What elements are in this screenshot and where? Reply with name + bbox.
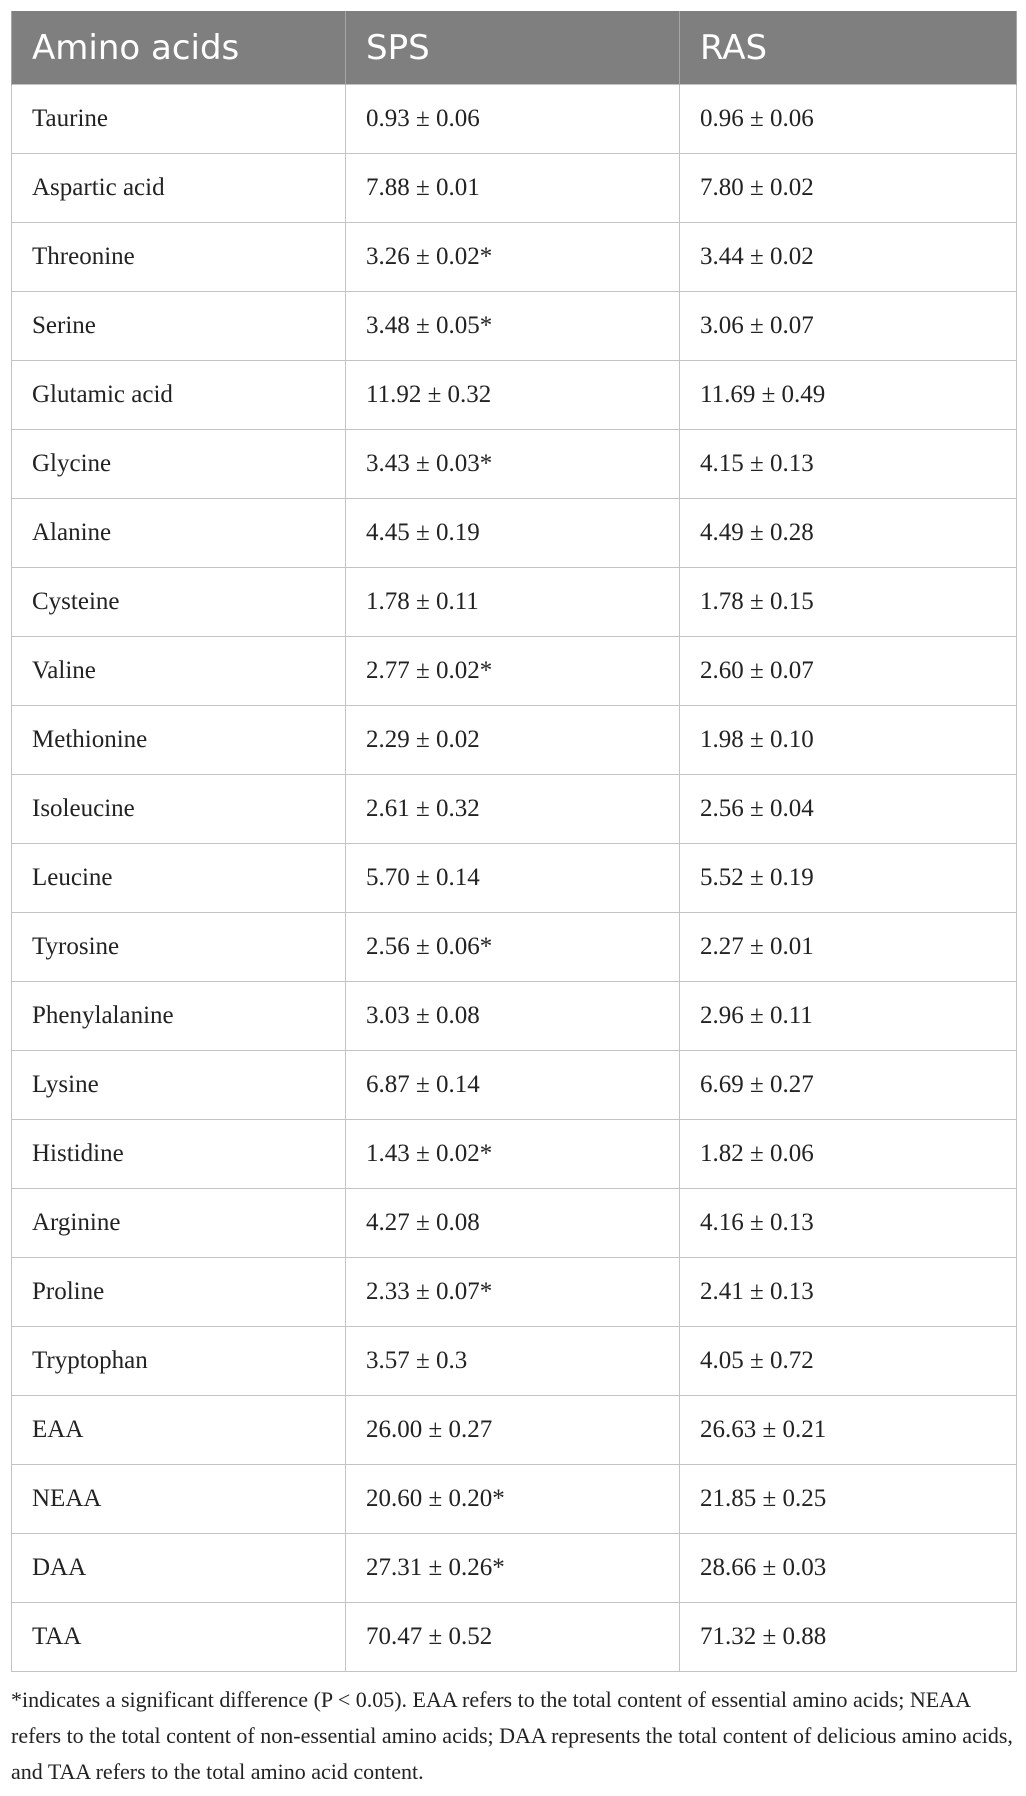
- cell-sps: 3.48 ± 0.05*: [346, 292, 680, 361]
- table-row: [12, 844, 1017, 913]
- cell-amino-acid: TAA: [12, 1603, 346, 1672]
- amino-acid-table: [11, 11, 1017, 1672]
- cell-ras: 4.15 ± 0.13: [680, 430, 1017, 499]
- cell-ras: 2.96 ± 0.11: [680, 982, 1017, 1051]
- cell-amino-acid: Methionine: [12, 706, 346, 775]
- cell-sps: 2.29 ± 0.02: [346, 706, 680, 775]
- table-row: [12, 361, 1017, 430]
- table-row: [12, 1603, 1017, 1672]
- cell-sps: 0.93 ± 0.06: [346, 85, 680, 154]
- cell-ras: 3.06 ± 0.07: [680, 292, 1017, 361]
- cell-amino-acid: Serine: [12, 292, 346, 361]
- cell-sps: 3.03 ± 0.08: [346, 982, 680, 1051]
- table-row: [12, 1327, 1017, 1396]
- cell-sps: 27.31 ± 0.26*: [346, 1534, 680, 1603]
- table-row: [12, 706, 1017, 775]
- cell-sps: 3.26 ± 0.02*: [346, 223, 680, 292]
- cell-amino-acid: Glutamic acid: [12, 361, 346, 430]
- cell-ras: 11.69 ± 0.49: [680, 361, 1017, 430]
- cell-ras: 5.52 ± 0.19: [680, 844, 1017, 913]
- cell-sps: 70.47 ± 0.52: [346, 1603, 680, 1672]
- header-row: [12, 11, 1017, 85]
- cell-ras: 1.98 ± 0.10: [680, 706, 1017, 775]
- table-row: [12, 1396, 1017, 1465]
- cell-amino-acid: Lysine: [12, 1051, 346, 1120]
- table-row: [12, 1051, 1017, 1120]
- cell-amino-acid: Glycine: [12, 430, 346, 499]
- table-row: [12, 223, 1017, 292]
- cell-ras: 2.60 ± 0.07: [680, 637, 1017, 706]
- table-row: [12, 568, 1017, 637]
- cell-amino-acid: Alanine: [12, 499, 346, 568]
- table-row: [12, 1534, 1017, 1603]
- cell-sps: 11.92 ± 0.32: [346, 361, 680, 430]
- cell-sps: 20.60 ± 0.20*: [346, 1465, 680, 1534]
- header-sps: SPS: [346, 11, 680, 85]
- cell-sps: 4.45 ± 0.19: [346, 499, 680, 568]
- table-row: [12, 85, 1017, 154]
- cell-sps: 2.77 ± 0.02*: [346, 637, 680, 706]
- cell-sps: 26.00 ± 0.27: [346, 1396, 680, 1465]
- cell-ras: 6.69 ± 0.27: [680, 1051, 1017, 1120]
- cell-amino-acid: EAA: [12, 1396, 346, 1465]
- table-body: [12, 85, 1017, 1672]
- cell-sps: 2.56 ± 0.06*: [346, 913, 680, 982]
- cell-ras: 1.82 ± 0.06: [680, 1120, 1017, 1189]
- cell-sps: 7.88 ± 0.01: [346, 154, 680, 223]
- table-row: [12, 1258, 1017, 1327]
- cell-amino-acid: Tyrosine: [12, 913, 346, 982]
- cell-amino-acid: Isoleucine: [12, 775, 346, 844]
- cell-amino-acid: Proline: [12, 1258, 346, 1327]
- cell-amino-acid: NEAA: [12, 1465, 346, 1534]
- cell-amino-acid: Cysteine: [12, 568, 346, 637]
- cell-ras: 4.49 ± 0.28: [680, 499, 1017, 568]
- header-amino-acids: Amino acids: [12, 11, 346, 85]
- cell-amino-acid: Threonine: [12, 223, 346, 292]
- cell-ras: 0.96 ± 0.06: [680, 85, 1017, 154]
- cell-sps: 6.87 ± 0.14: [346, 1051, 680, 1120]
- table-row: [12, 1465, 1017, 1534]
- cell-sps: 3.43 ± 0.03*: [346, 430, 680, 499]
- table-row: [12, 154, 1017, 223]
- cell-ras: 2.27 ± 0.01: [680, 913, 1017, 982]
- cell-amino-acid: Arginine: [12, 1189, 346, 1258]
- table-row: [12, 1189, 1017, 1258]
- cell-ras: 71.32 ± 0.88: [680, 1603, 1017, 1672]
- table-row: [12, 292, 1017, 361]
- header-ras: RAS: [680, 11, 1017, 85]
- cell-sps: 1.43 ± 0.02*: [346, 1120, 680, 1189]
- cell-amino-acid: Tryptophan: [12, 1327, 346, 1396]
- cell-ras: 4.16 ± 0.13: [680, 1189, 1017, 1258]
- cell-sps: 1.78 ± 0.11: [346, 568, 680, 637]
- cell-ras: 2.56 ± 0.04: [680, 775, 1017, 844]
- cell-amino-acid: DAA: [12, 1534, 346, 1603]
- cell-sps: 4.27 ± 0.08: [346, 1189, 680, 1258]
- cell-ras: 21.85 ± 0.25: [680, 1465, 1017, 1534]
- cell-sps: 2.61 ± 0.32: [346, 775, 680, 844]
- cell-amino-acid: Histidine: [12, 1120, 346, 1189]
- cell-ras: 2.41 ± 0.13: [680, 1258, 1017, 1327]
- cell-amino-acid: Taurine: [12, 85, 346, 154]
- table-footnote: *indicates a significant difference (P < 0.05). EAA refers to the total content of essential amino acids; NEAA refers to the total content of non-essential amino acids; DAA represents the total content of delicious amino acids, and TAA refers to the total amino acid content.: [11, 1687, 1013, 1784]
- cell-ras: 28.66 ± 0.03: [680, 1534, 1017, 1603]
- cell-sps: 2.33 ± 0.07*: [346, 1258, 680, 1327]
- table-row: [12, 913, 1017, 982]
- cell-amino-acid: Valine: [12, 637, 346, 706]
- cell-sps: 5.70 ± 0.14: [346, 844, 680, 913]
- cell-amino-acid: Phenylalanine: [12, 982, 346, 1051]
- cell-ras: 26.63 ± 0.21: [680, 1396, 1017, 1465]
- table-header: [12, 11, 1017, 85]
- cell-sps: 3.57 ± 0.3: [346, 1327, 680, 1396]
- table-row: [12, 1120, 1017, 1189]
- table-row: [12, 982, 1017, 1051]
- table-row: [12, 637, 1017, 706]
- cell-ras: 4.05 ± 0.72: [680, 1327, 1017, 1396]
- cell-ras: 7.80 ± 0.02: [680, 154, 1017, 223]
- cell-amino-acid: Leucine: [12, 844, 346, 913]
- table-row: [12, 775, 1017, 844]
- cell-ras: 1.78 ± 0.15: [680, 568, 1017, 637]
- cell-amino-acid: Aspartic acid: [12, 154, 346, 223]
- table-row: [12, 499, 1017, 568]
- amino-acid-table-container: [11, 11, 1016, 1672]
- cell-ras: 3.44 ± 0.02: [680, 223, 1017, 292]
- table-row: [12, 430, 1017, 499]
